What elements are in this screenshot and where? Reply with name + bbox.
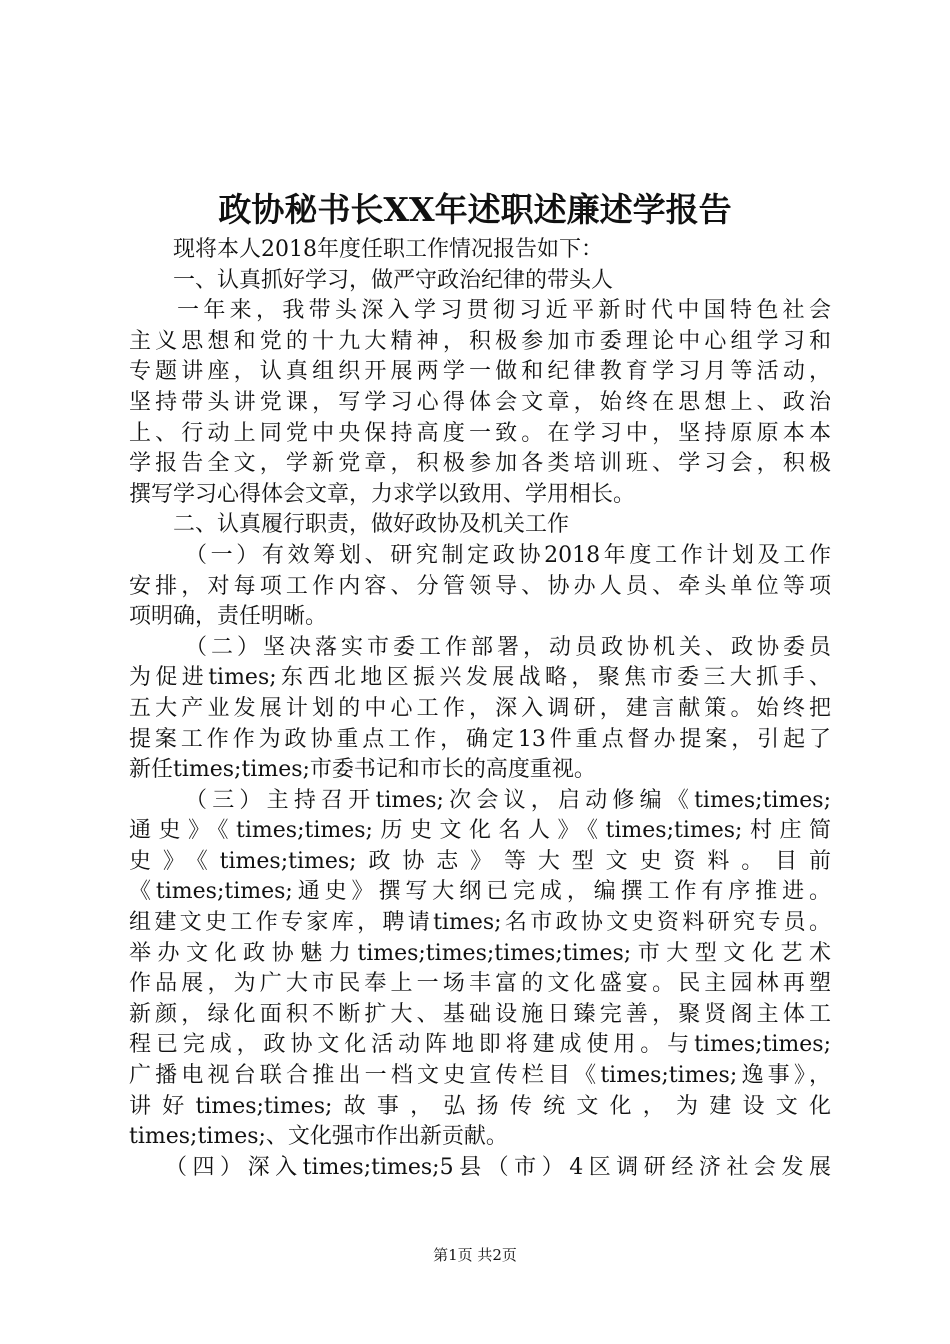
text-line: 主义思想和党的十九大精神，积极参加市委理论中心组学习和	[129, 328, 831, 354]
section-heading: 二、认真履行职责，做好政协及机关工作	[173, 512, 570, 538]
text-line: 通史》《times;times;历史文化名人》《times;times;村庄简	[129, 818, 831, 844]
text-line: 撰写学习心得体会文章，力求学以致用、学用相长。	[129, 481, 636, 507]
text-line: 安排，对每项工作内容、分管领导、协办人员、牵头单位等项	[129, 573, 831, 599]
text-line: 组建文史工作专家库，聘请times;名市政协文史资料研究专员。	[129, 910, 831, 936]
text-line: 项明确，责任明晰。	[129, 604, 328, 630]
text-line: 上、行动上同党中央保持高度一致。在学习中，坚持原原本本	[129, 420, 831, 446]
text-line: 作品展，为广大市民奉上一场丰富的文化盛宴。民主园林再塑	[129, 971, 831, 997]
text-line: 新颜，绿化面积不断扩大、基础设施日臻完善，聚贤阁主体工	[129, 1001, 831, 1027]
text-line: 史》《times;times;政协志》等大型文史资料。目前	[129, 848, 831, 874]
text-line: （二）坚决落实市委工作部署，动员政协机关、政协委员	[185, 634, 831, 660]
text-line: （四）深入times;times;5县（市）4区调研经济社会发展	[165, 1154, 831, 1180]
text-line: 坚持带头讲党课，写学习心得体会文章，始终在思想上、政治	[129, 389, 831, 415]
text-line: 提案工作作为政协重点工作，确定13件重点督办提案，引起了	[129, 726, 831, 752]
text-line: 现将本人2018年度任职工作情况报告如下：	[173, 237, 603, 262]
page-footer: 第1页 共2页	[433, 1246, 517, 1264]
text-line: 新任times;times;市委书记和市长的高度重视。	[129, 757, 596, 783]
document-body	[129, 235, 831, 1183]
text-line: 专题讲座，认真组织开展两学一做和纪律教育学习月等活动，	[129, 359, 831, 385]
page-title: 政协秘书长XX年述职述廉述学报告	[218, 190, 732, 229]
text-line: 举办文化政协魅力times;times;times;times;市大型文化艺术	[129, 940, 831, 966]
text-line: 讲好times;times;故事，弘扬传统文化，为建设文化	[129, 1093, 831, 1119]
text-line: 程已完成，政协文化活动阵地即将建成使用。与times;times;	[129, 1032, 831, 1058]
text-line: 五大产业发展计划的中心工作，深入调研，建言献策。始终把	[129, 695, 831, 721]
text-line: （三）主持召开times;次会议，启动修编《times;times;	[185, 787, 831, 813]
section-heading: 一、认真抓好学习，做严守政治纪律的带头人	[173, 267, 614, 293]
text-line: （一）有效筹划、研究制定政协2018年度工作计划及工作	[185, 542, 831, 568]
text-line: 为促进times;东西北地区振兴发展战略，聚焦市委三大抓手、	[129, 665, 831, 691]
text-line: 广播电视台联合推出一档文史宣传栏目《times;times;逸事》，	[129, 1063, 831, 1089]
text-line: times;times;、文化强市作出新贡献。	[129, 1124, 508, 1150]
text-line: 《times;times;通史》撰写大纲已完成，编撰工作有序推进。	[129, 879, 831, 905]
text-line: 学报告全文，学新党章，积极参加各类培训班、学习会，积极	[129, 451, 831, 477]
text-line: 一年来，我带头深入学习贯彻习近平新时代中国特色社会	[177, 298, 831, 324]
